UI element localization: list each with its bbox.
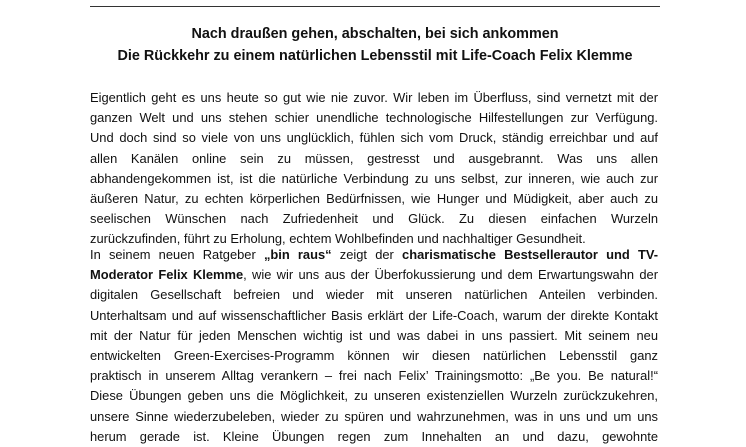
text-segment: zeigt der bbox=[331, 247, 403, 262]
document-subtitle: Die Rückkehr zu einem natürlichen Lebensstil mit Life-Coach Felix Klemme bbox=[117, 48, 633, 64]
paragraph-intro bbox=[90, 88, 658, 250]
text-line: seelischen Wünschen nach Zufriedenheit und Glück. Zu diesen einfachen Wurzeln bbox=[90, 211, 658, 227]
text-line: entwickelten Green-Exercises-Programm können wir diesen natürlichen Lebensstil ganz bbox=[90, 347, 658, 363]
text-line bbox=[90, 245, 658, 265]
text-line: Eigentlich geht es uns heute so gut wie nie zuvor. Wir leben im Überfluss, sind vernetzt mit der bbox=[90, 90, 658, 105]
paragraph-book bbox=[90, 245, 658, 447]
text-line: digitalen Gesellschaft befreien und wieder mit unseren natürlichen Anteilen verbinden. bbox=[90, 287, 658, 303]
text-line: Diese Übungen geben uns die Möglichkeit, zu unseren existenziellen Wurzeln zurückzukehren, bbox=[90, 388, 658, 404]
text-line: herum gerade ist. Kleine Übungen regen zum Innehalten an und dazu, gewohnte bbox=[90, 428, 658, 444]
text-line: äußeren Natur, zu echten körperlichen Bedürfnissen, wie Hunger und Müdigkeit, aber auch zu bbox=[90, 190, 658, 206]
author-description: charismatische Bestsellerautor und TV- bbox=[402, 247, 658, 262]
book-title: „bin raus“ bbox=[263, 247, 332, 262]
text-line: praktisch in unserem Alltag verankern – frei nach Felix’ Trainingsmotto: „Be you. Be natural!“ bbox=[90, 368, 658, 384]
text-line: Und doch sind so viele von uns unglücklich, fühlen sich vom Druck, ständig erreichbar und auf bbox=[90, 130, 658, 146]
text-line: mit der Natur für jeden Menschen wichtig ist und was dabei in uns passiert. Mit seinem neu bbox=[90, 327, 658, 343]
text-line: zurückzufinden, führt zu Erholung, echtem Wohlbefinden und nachhaltiger Gesundheit. bbox=[90, 231, 586, 247]
text-line: abhandengekommen ist, ist die natürliche Verbindung zu uns selbst, zur inneren, wie auch zur bbox=[90, 170, 658, 186]
text-line: unsere Sinne wiederzubeleben, wieder zu spüren und wahrzunehmen, was in uns und um uns bbox=[90, 408, 658, 424]
text-line: ganzen Welt und uns stehen schier unendliche technologische Hilfestellungen zur Verfügung. bbox=[90, 110, 658, 126]
text-line: Unterhaltsam und auf wissenschaftlicher Basis erklärt der Life-Coach, warum der direkte Kontakt bbox=[90, 307, 658, 323]
author-name: Moderator Felix Klemme bbox=[90, 267, 244, 283]
document-title: Nach draußen gehen, abschalten, bei sich ankommen bbox=[191, 26, 559, 42]
text-segment: In seinem neuen Ratgeber bbox=[90, 247, 264, 262]
text-line bbox=[90, 265, 658, 285]
text-line: allen Kanälen online sein zu müssen, gestresst und ausgebrannt. Was uns allen bbox=[90, 150, 658, 166]
text-segment: , wie wir uns aus der Überfokussierung und dem Erwartungswahn der bbox=[243, 267, 658, 283]
top-divider bbox=[90, 6, 660, 7]
